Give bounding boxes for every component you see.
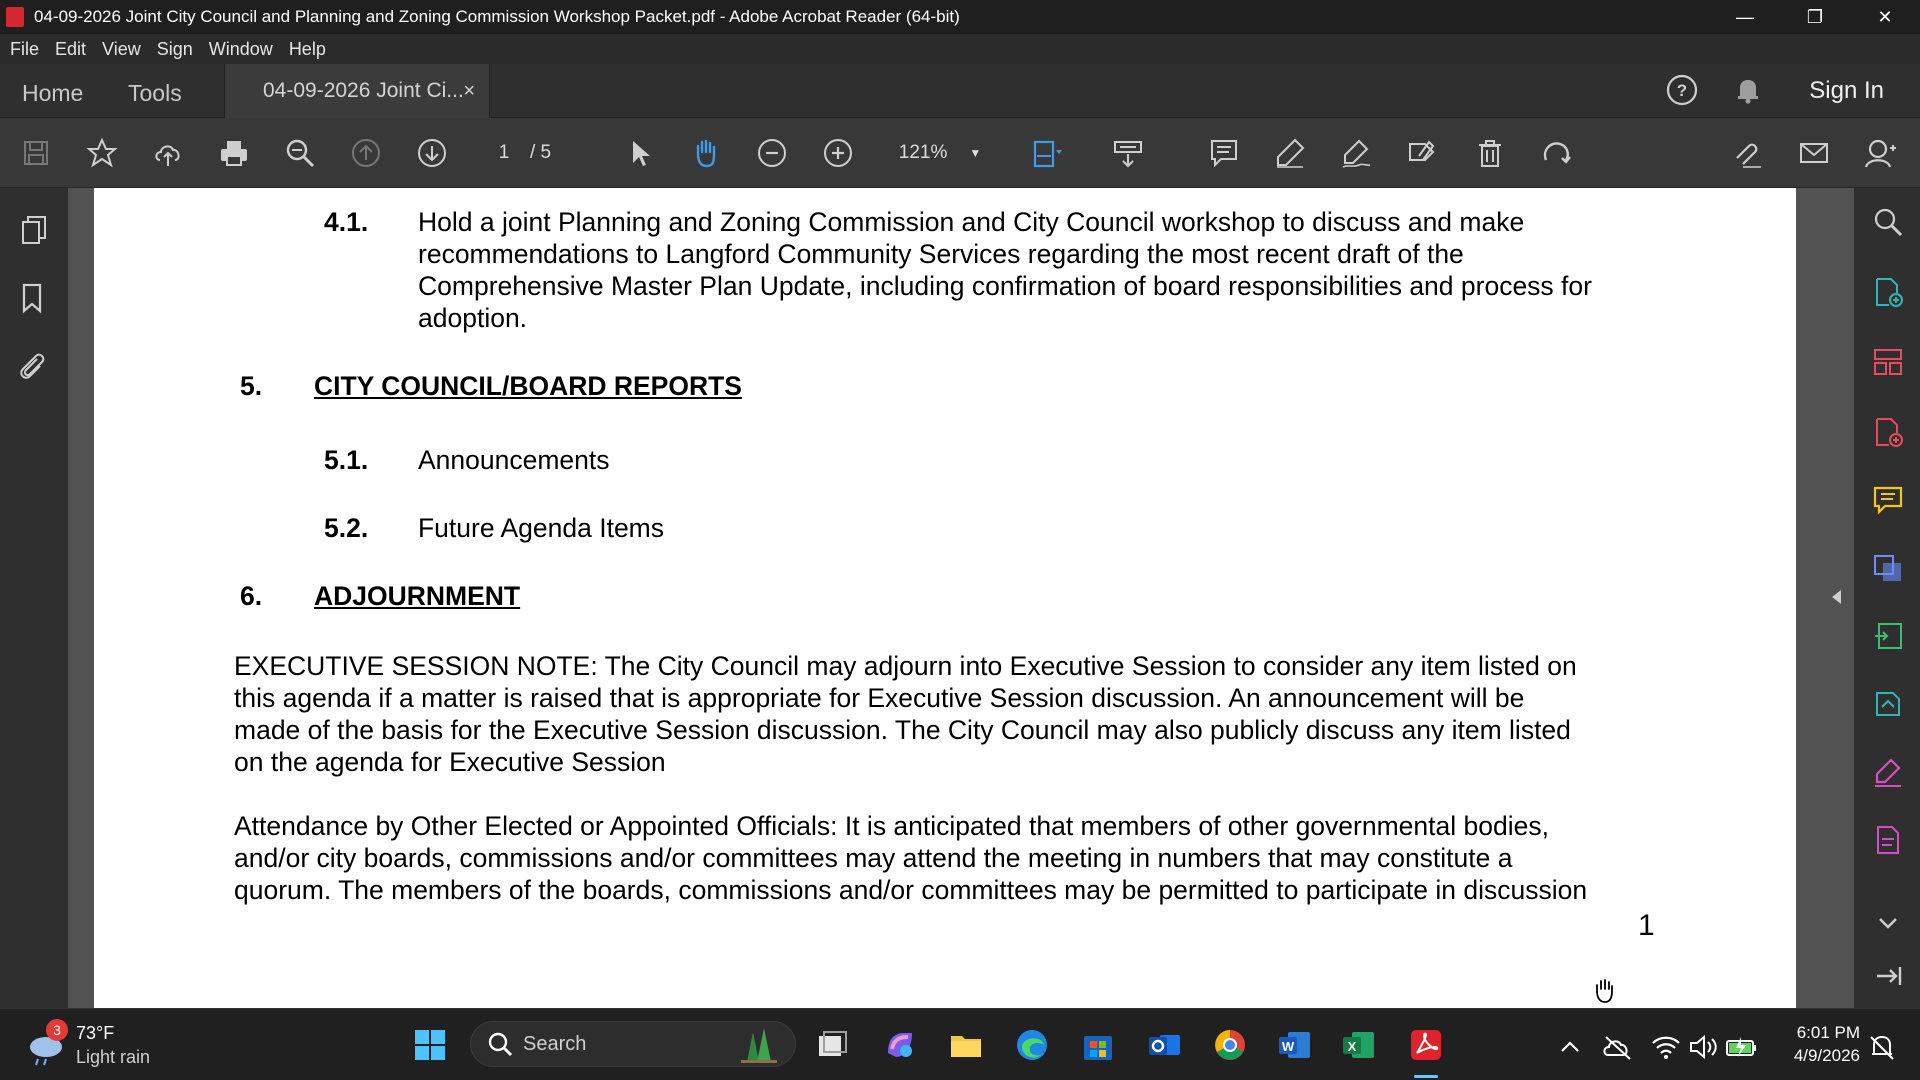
- menu-window[interactable]: Window: [208, 38, 273, 59]
- hand-cursor-icon: [1590, 976, 1618, 1004]
- previous-page-icon[interactable]: [348, 135, 384, 171]
- exec-note-line-3: made of the basis for the Executive Session discussion. The City Council may also publicly discuss any item listed: [234, 715, 1571, 745]
- upload-cloud-icon[interactable]: [150, 135, 186, 171]
- weather-badge: 3: [46, 1019, 68, 1041]
- collapse-tools-icon[interactable]: [1870, 958, 1906, 994]
- item-4-1-line-2: recommendations to Langford Community Services regarding the most recent draft of the: [418, 239, 1464, 269]
- tab-document[interactable]: [224, 64, 490, 118]
- show-hidden-icons-chevron-icon[interactable]: [1550, 1027, 1590, 1067]
- notification-center-icon[interactable]: [1862, 1027, 1902, 1067]
- exec-note-line-2: this agenda if a matter is raised that is appropriate for Executive Session discussion. An announcement will be: [234, 683, 1525, 713]
- draw-sign-icon[interactable]: [1338, 135, 1374, 171]
- link-sign-icon[interactable]: [1728, 135, 1764, 171]
- acrobat-app-icon: [6, 7, 24, 27]
- sign-in-button[interactable]: Sign In: [1809, 77, 1884, 104]
- excel-icon[interactable]: [1338, 1025, 1378, 1065]
- menu-help[interactable]: Help: [288, 38, 326, 59]
- item-5-2-number: 5.2.: [324, 513, 369, 543]
- tab-home[interactable]: Home: [22, 80, 84, 106]
- attendance-line-3: quorum. The members of the boards, commissions and/or committees may be permitted to participate in discussion: [234, 875, 1588, 905]
- item-4-1-number: 4.1.: [324, 207, 369, 237]
- attendance-line-1: Attendance by Other Elected or Appointed Officials: It is anticipated that members of other governmental bodies,: [234, 811, 1549, 841]
- microsoft-store-icon[interactable]: [1078, 1025, 1118, 1065]
- edge-browser-icon[interactable]: [1012, 1025, 1052, 1065]
- menu-sign[interactable]: Sign: [156, 38, 193, 59]
- search-placeholder: Search: [523, 1032, 587, 1055]
- pdf-page: [94, 188, 1796, 1008]
- minimize-button[interactable]: —: [1736, 6, 1754, 27]
- bookmarks-icon[interactable]: [14, 280, 50, 316]
- send-for-review-icon[interactable]: [1870, 686, 1906, 722]
- outlook-icon[interactable]: [1144, 1025, 1184, 1065]
- bookmark-star-icon[interactable]: [84, 135, 120, 171]
- item-4-1-line-3: Comprehensive Master Plan Update, including confirmation of board responsibilities and process for: [418, 271, 1592, 301]
- main-toolbar: [0, 118, 1920, 188]
- close-window-button[interactable]: ✕: [1877, 6, 1893, 27]
- compress-pdf-icon[interactable]: [1870, 618, 1906, 654]
- item-4-1-line-1: Hold a joint Planning and Zoning Commission and City Council workshop to discuss and make: [418, 207, 1525, 237]
- organize-pages-icon[interactable]: [1870, 344, 1906, 380]
- create-pdf-icon[interactable]: [1870, 274, 1906, 310]
- weather-temperature: 73°F: [76, 1023, 115, 1043]
- svg-text:?: ?: [1677, 81, 1688, 100]
- word-icon[interactable]: [1274, 1025, 1314, 1065]
- page-thumbnails-icon[interactable]: [16, 212, 52, 248]
- menu-file[interactable]: File: [10, 38, 40, 59]
- left-navigation-pane: [0, 188, 68, 1008]
- email-icon[interactable]: [1796, 135, 1832, 171]
- battery-charging-icon[interactable]: [1722, 1027, 1762, 1067]
- menu-edit[interactable]: Edit: [55, 38, 87, 59]
- collapse-right-pane-icon[interactable]: [1832, 590, 1841, 604]
- select-cursor-icon[interactable]: [622, 135, 658, 171]
- fill-sign-icon[interactable]: [1404, 135, 1440, 171]
- clock-time: 6:01 PM: [1796, 1023, 1860, 1042]
- task-view-icon[interactable]: [812, 1025, 852, 1065]
- chrome-icon[interactable]: [1210, 1025, 1250, 1065]
- hand-tool-icon[interactable]: [688, 135, 724, 171]
- svg-text:W: W: [1281, 1039, 1295, 1054]
- zoom-search-icon[interactable]: [282, 135, 318, 171]
- page-number-input[interactable]: 1: [498, 142, 510, 163]
- wifi-icon[interactable]: [1646, 1027, 1686, 1067]
- page-footer-number: 1: [1638, 909, 1655, 942]
- item-5-2-text: Future Agenda Items: [418, 513, 665, 543]
- active-app-indicator: [1414, 1075, 1438, 1078]
- system-clock[interactable]: [1760, 1021, 1860, 1067]
- zoom-level-select[interactable]: [890, 135, 990, 171]
- weather-widget[interactable]: [24, 1021, 224, 1071]
- search-icon: [487, 1031, 513, 1057]
- export-pdf-icon[interactable]: [1870, 414, 1906, 450]
- zoom-out-icon[interactable]: [754, 135, 790, 171]
- attendance-line-2: and/or city boards, commissions and/or committees may attend the meeting in numbers that may constitute a: [234, 843, 1513, 873]
- document-canvas[interactable]: [68, 188, 1854, 1008]
- clock-date: 4/9/2026: [1793, 1046, 1860, 1065]
- onedrive-offline-icon[interactable]: [1598, 1027, 1638, 1067]
- menu-view[interactable]: View: [102, 38, 141, 59]
- fill-and-sign-icon[interactable]: [1870, 754, 1906, 790]
- scan-ocr-icon[interactable]: [1870, 550, 1906, 586]
- notifications-bell-icon[interactable]: [1731, 73, 1767, 109]
- rotate-icon[interactable]: [1538, 135, 1574, 171]
- print-icon[interactable]: [216, 135, 252, 171]
- restore-button[interactable]: ❐: [1806, 6, 1824, 27]
- taskbar-search-box[interactable]: [470, 1021, 796, 1067]
- help-icon[interactable]: [1665, 73, 1701, 109]
- document-tab-label: 04-09-2026 Joint Ci...: [263, 79, 464, 102]
- title-bar: [0, 0, 1920, 34]
- tab-tools[interactable]: Tools: [128, 80, 182, 106]
- save-icon[interactable]: [18, 135, 54, 171]
- edit-pdf-icon[interactable]: [1870, 822, 1906, 858]
- section-5-number: 5.: [240, 371, 263, 401]
- comment-tool-icon[interactable]: [1870, 482, 1906, 518]
- svg-text:X: X: [1347, 1039, 1357, 1054]
- menu-bar: [0, 34, 1920, 64]
- section-6-number: 6.: [240, 581, 263, 611]
- windows-taskbar: [0, 1008, 1920, 1080]
- search-highlight-trees-icon: [737, 1024, 781, 1064]
- next-page-icon[interactable]: [414, 135, 450, 171]
- copilot-icon[interactable]: [880, 1025, 920, 1065]
- more-tools-chevron-icon[interactable]: [1870, 906, 1906, 942]
- tab-bar: [0, 64, 1920, 118]
- acrobat-taskbar-icon[interactable]: [1406, 1025, 1446, 1065]
- page-total: / 5: [530, 142, 552, 163]
- delete-trash-icon[interactable]: [1472, 135, 1508, 171]
- exec-note-line-4: on the agenda for Executive Session: [234, 747, 666, 777]
- attachments-paperclip-icon[interactable]: [14, 348, 50, 384]
- close-tab-icon[interactable]: ×: [463, 80, 475, 102]
- item-5-1-number: 5.1.: [324, 445, 369, 475]
- exec-note-line-1: EXECUTIVE SESSION NOTE: The City Council may adjourn into Executive Session to consider any item listed on: [234, 651, 1577, 681]
- item-4-1-line-4: adoption.: [418, 303, 528, 333]
- search-zoom-icon[interactable]: [1870, 204, 1906, 240]
- section-5-title: CITY COUNCIL/BOARD REPORTS: [314, 371, 742, 401]
- section-6-title: ADJOURNMENT: [314, 581, 521, 611]
- start-windows-icon[interactable]: [410, 1025, 450, 1065]
- comment-icon[interactable]: [1206, 135, 1242, 171]
- zoom-in-icon[interactable]: [820, 135, 856, 171]
- window-title: 04-09-2026 Joint City Council and Planning and Zoning Commission Workshop Packet.pdf - Adobe Acrobat Reader (64-bit): [34, 7, 960, 26]
- item-5-1-text: Announcements: [418, 445, 610, 475]
- scroll-mode-icon[interactable]: [1110, 135, 1146, 171]
- chevron-down-icon: ▼: [969, 146, 982, 160]
- file-explorer-icon[interactable]: [946, 1025, 986, 1065]
- weather-description: Light rain: [76, 1047, 151, 1067]
- volume-icon[interactable]: [1684, 1027, 1724, 1067]
- fit-page-icon[interactable]: [1028, 135, 1064, 171]
- highlight-pen-icon[interactable]: [1272, 135, 1308, 171]
- share-user-icon[interactable]: [1862, 135, 1898, 171]
- right-tools-pane: [1854, 188, 1920, 1008]
- zoom-level-value: 121%: [898, 142, 948, 163]
